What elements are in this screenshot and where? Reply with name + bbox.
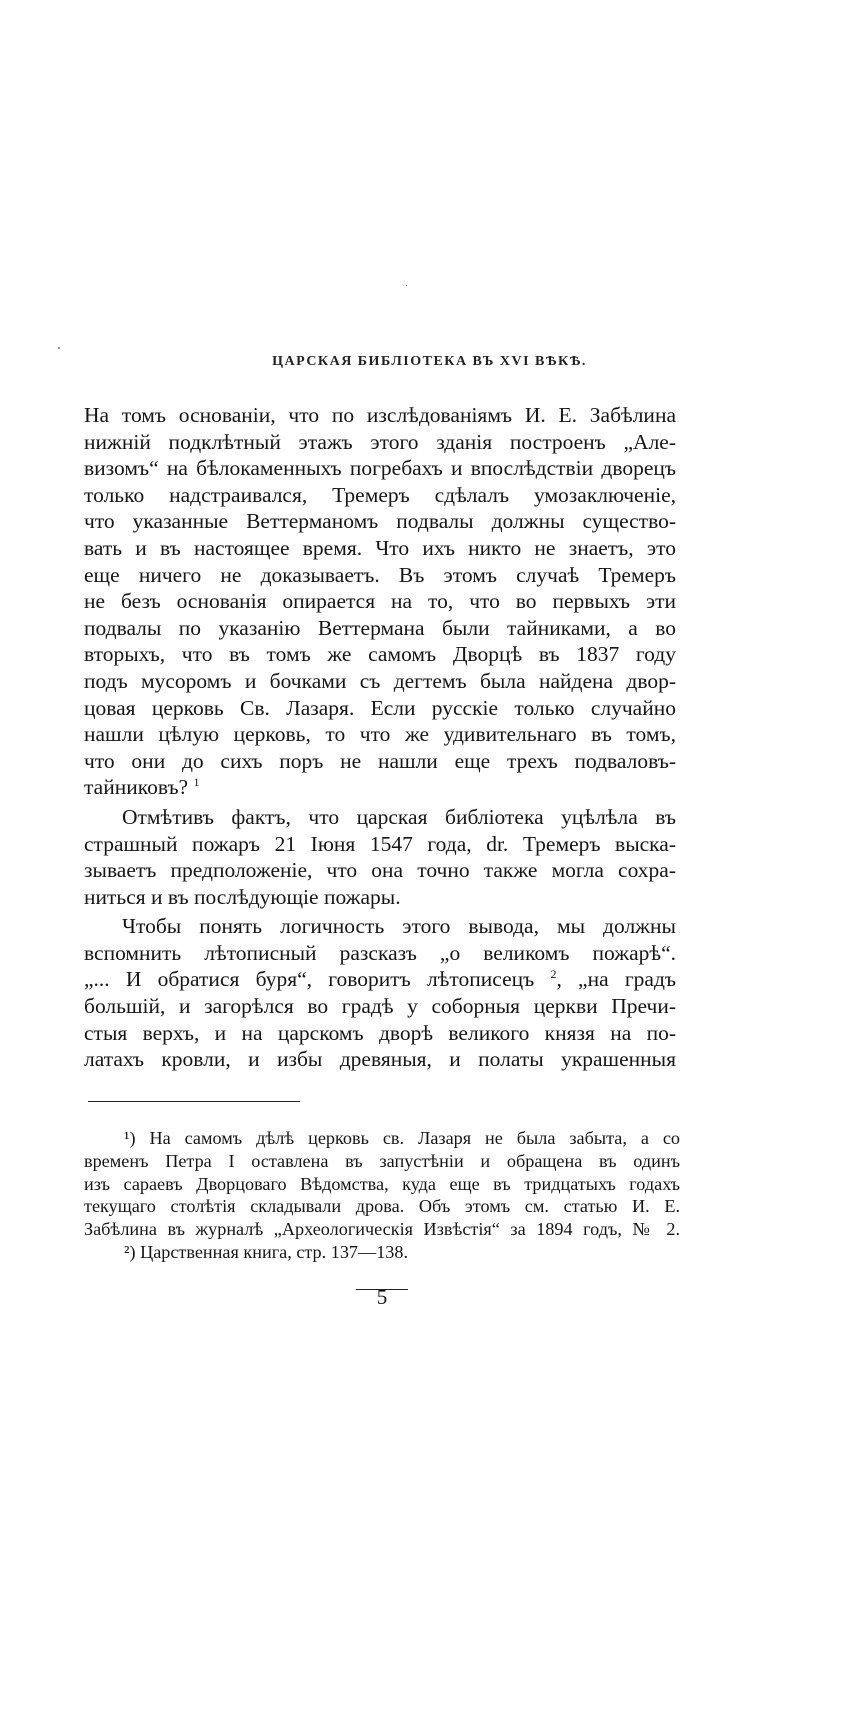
footnote-1-line: Забѣлина въ журналѣ „Археологическія Извѣстія“ за 1894 годъ, № 2. [84,1219,680,1240]
text-line: что указанные Веттерманомъ подвалы должны существо- [84,509,676,534]
text-line: Чтобы понять логичность этого вывода, мы должны [122,914,676,939]
text-line: большій, и загорѣлся во градѣ у соборныя церкви Пречи- [84,994,676,1019]
text-fragment: , „на градъ [556,967,677,992]
text-line: Отмѣтивъ фактъ, что царская библіотека уцѣлѣла въ [122,804,676,829]
footnote-text: Царственная книга, стр. 137—138. [140,1241,409,1262]
text-line-last: ниться и въ послѣдующіе пожары. [84,884,401,909]
text-line-last [84,774,676,801]
text-line: еще ничего не доказываетъ. Въ этомъ случаѣ Тремеръ [84,562,676,587]
text-line: вспомнить лѣтописный разсказъ „о великомъ пожарѣ“. [84,940,676,965]
text-fragment: „... И обратися буря“, говоритъ лѣтописецъ [84,967,535,992]
text-line: подвалы по указанію Веттермана были тайниками, а во [84,615,676,640]
body-text [84,402,676,1073]
text-line: только надстраивался, Тремеръ сдѣлалъ умозаключеніе, [84,482,676,507]
footnote-text: На самомъ дѣлѣ церковь св. Лазаря не была забыта, а со [149,1128,681,1148]
text-line: стыя верхъ, и на царскомъ дворѣ великого князя на по- [84,1020,676,1045]
text-line: вать и въ настоящее время. Что ихъ никто не знаетъ, это [84,535,676,560]
text-line: зываетъ предположеніе, что она точно также могла сохра- [84,858,676,883]
footnote-ref-1: 1 [193,775,200,790]
text-line: нижній подклѣтный этажъ этого зданія построенъ „Але- [84,429,676,454]
text-line: латахъ кровли, и избы древяныя, и полаты украшенныя [84,1047,676,1072]
footnote-1-line: временъ Петра I оставлена въ запустѣніи и обращена въ одинъ [84,1150,680,1171]
paper-speck [58,347,60,349]
text-line: нашли цѣлую церковь, то что же удивительнаго въ томъ, [84,722,676,747]
text-line: страшный пожаръ 21 Іюня 1547 года, dr. Тремеръ выска- [84,831,676,856]
text-fragment: тайниковъ? [84,775,189,800]
paper-speck [406,285,407,286]
footnote-marker: ²) [124,1241,136,1262]
text-line: вторыхъ, что въ томъ же самомъ Дворцѣ въ 1837 году [84,642,676,667]
footnotes [84,1127,680,1264]
text-line: цовая церковь Св. Лазаря. Если русскіе только случайно [84,695,676,720]
page-number: 5 [376,1285,388,1309]
footnote-1-line [84,1127,680,1150]
text-line [84,966,676,993]
running-head: ЦАРСКАЯ БИБЛІОТЕКА ВЪ XVI ВѢКѢ. [272,354,587,369]
text-line: На томъ основаніи, что по изслѣдованіямъ И. Е. Забѣлина [84,403,676,427]
text-line: что они до сихъ поръ не нашли еще трехъ подваловъ- [84,748,676,773]
text-line: подъ мусоромъ и бочками съ дегтемъ была найдена двор- [84,668,676,693]
footnote-separator [88,1101,300,1102]
text-line: не безъ основанія опирается на то, что во первыхъ эти [84,589,676,614]
footnote-1-line: текущаго столѣтія складывали дрова. Объ этомъ см. статью И. Е. [84,1196,680,1217]
footnote-1-line: изъ сараевъ Дворцоваго Вѣдомства, куда еще въ тридцатыхъ годахъ [84,1173,680,1194]
footnote-2-line [84,1241,680,1264]
footnote-ref-2: 2 [550,967,557,982]
text-line: визомъ“ на бѣлокаменныхъ погребахъ и впослѣдствіи дворецъ [84,456,676,481]
footnote-marker: ¹) [124,1128,136,1148]
